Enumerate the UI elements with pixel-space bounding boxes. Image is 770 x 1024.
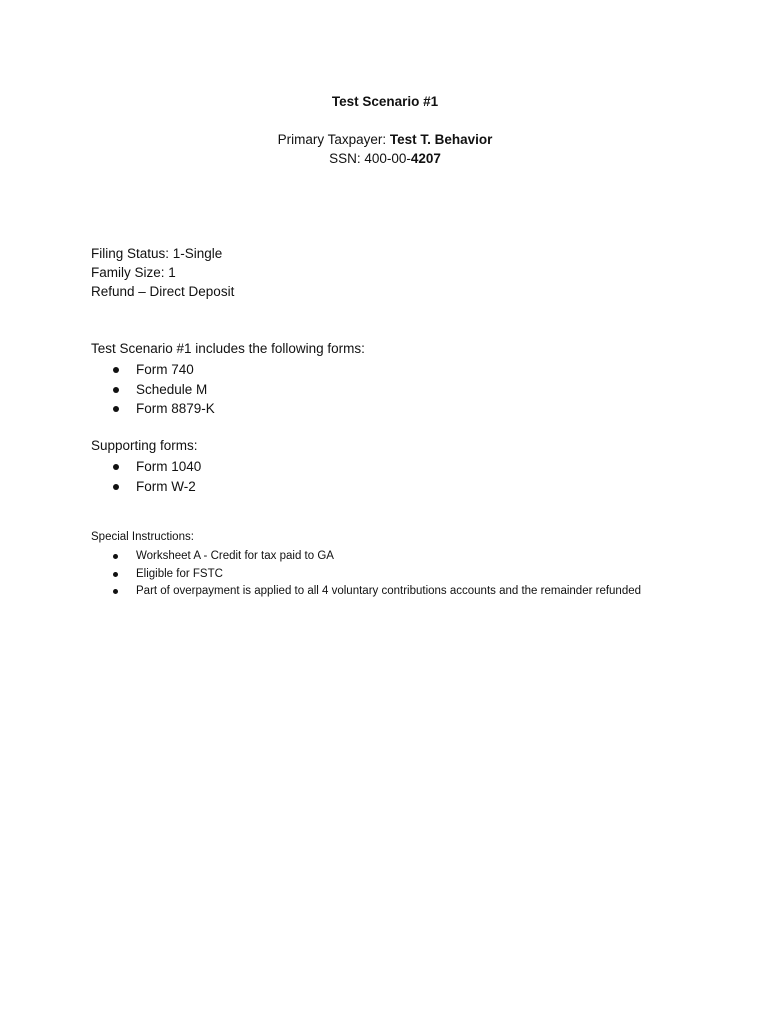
filing-status: Filing Status: 1-Single [91,246,223,261]
bullet-icon [113,554,118,559]
bullet-icon [113,572,118,577]
ssn-suffix: 4207 [410,151,441,166]
bullet-icon [113,387,119,393]
list-item: Form 1040 [111,457,201,477]
list-item: Worksheet A - Credit for tax paid to GA [111,548,656,566]
list-item: Schedule M [111,380,215,400]
taxpayer-name: Test T. Behavior [389,132,493,147]
list-item: Part of overpayment is applied to all 4 voluntary contributions accounts and the remainder refunded [111,583,656,601]
list-item: Form 8879-K [111,399,215,419]
list-item: Eligible for FSTC [111,566,656,584]
taxpayer-label: Primary Taxpayer: [277,132,387,147]
bullet-icon [113,464,119,470]
family-size: Family Size: 1 [91,265,176,280]
refund-method: Refund – Direct Deposit [91,284,235,299]
ssn-prefix: 400-00- [364,151,411,166]
special-list [111,548,656,601]
ssn-line [0,151,770,166]
ssn-label: SSN: [329,151,361,166]
bullet-icon [113,367,119,373]
supporting-list [111,457,201,496]
forms-intro: Test Scenario #1 includes the following forms: [91,341,365,356]
special-heading: Special Instructions: [91,531,194,543]
bullet-icon [113,484,119,490]
list-item: Form 740 [111,360,215,380]
forms-list [111,360,215,419]
supporting-heading: Supporting forms: [91,438,198,453]
page-title: Test Scenario #1 [331,94,439,109]
list-item: Form W-2 [111,477,201,497]
primary-taxpayer-line [0,132,770,147]
bullet-icon [113,589,118,594]
bullet-icon [113,406,119,412]
